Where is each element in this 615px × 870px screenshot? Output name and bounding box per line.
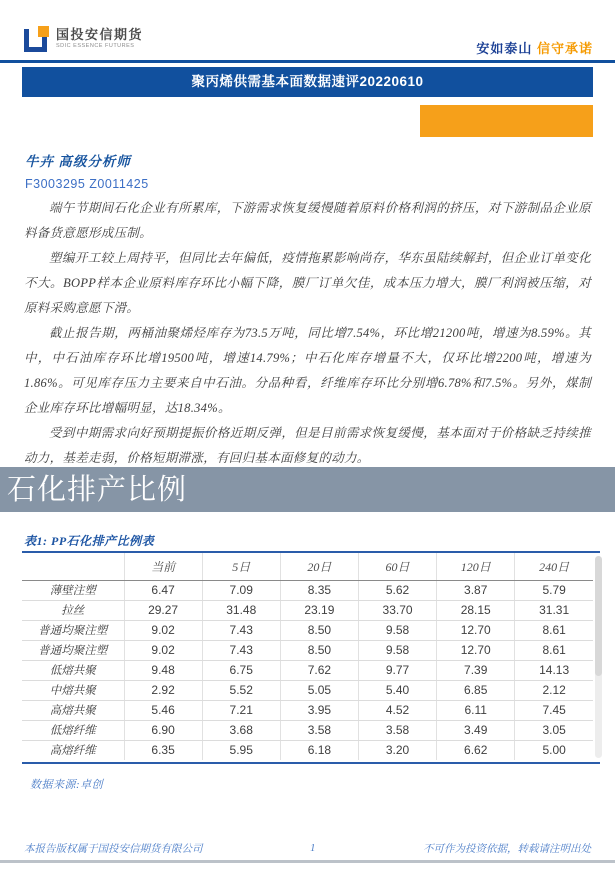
company-logo-icon <box>24 26 49 52</box>
table-cell: 4.52 <box>358 700 436 720</box>
row-label: 中熔共聚 <box>22 680 124 700</box>
row-label: 拉丝 <box>22 600 124 620</box>
table-cell: 28.15 <box>437 600 515 620</box>
table-cell: 31.48 <box>202 600 280 620</box>
table-cell: 7.62 <box>280 660 358 680</box>
slogan-left: 安如泰山 <box>476 41 533 56</box>
orange-accent-block <box>420 105 593 137</box>
table-cell: 9.02 <box>124 620 202 640</box>
brand-name: 国投安信期货 <box>56 27 144 43</box>
row-label: 普通均聚注塑 <box>22 620 124 640</box>
section-header-bar <box>0 467 615 512</box>
slogan-right: 信守承诺 <box>536 41 593 56</box>
table-cell: 31.31 <box>515 600 593 620</box>
table-cell: 6.62 <box>437 740 515 760</box>
table-corner-cell <box>22 553 124 580</box>
table-row <box>22 720 593 740</box>
table-cell: 9.58 <box>358 620 436 640</box>
table-body <box>22 580 593 760</box>
page-footer <box>24 841 591 856</box>
table-cell: 5.40 <box>358 680 436 700</box>
brand-logo <box>24 26 143 52</box>
table-cell: 7.09 <box>202 580 280 600</box>
table-cell: 5.05 <box>280 680 358 700</box>
analyst-license-number: F3003295 Z0011425 <box>25 177 149 191</box>
table-cell: 8.50 <box>280 640 358 660</box>
report-paragraph: 受到中期需求向好预期提振价格近期反弹，但是目前需求恢复缓慢，基本面对于价格缺乏持续推动力，基差走弱，价格短期滞涨，有回归基本面修复的动力。 <box>24 426 591 465</box>
table-cell: 8.35 <box>280 580 358 600</box>
table-column-header: 当前 <box>124 553 202 580</box>
row-label: 高熔共聚 <box>22 700 124 720</box>
table-column-header: 20日 <box>280 553 358 580</box>
table-cell: 29.27 <box>124 600 202 620</box>
table-cell: 6.18 <box>280 740 358 760</box>
report-paragraph: 塑编开工较上周持平，但同比去年偏低，疫情拖累影响尚存，华东虽陆续解封，但企业订单变化不大。BOPP样本企业原料库存环比小幅下降，膜厂订单欠佳，成本压力增大，膜厂利润被压缩，对原料采购意愿下滑。 <box>24 251 591 315</box>
table-cell: 3.49 <box>437 720 515 740</box>
table-cell: 5.79 <box>515 580 593 600</box>
table-cell: 3.58 <box>280 720 358 740</box>
table-row <box>22 600 593 620</box>
table-cell: 5.46 <box>124 700 202 720</box>
table-cell: 6.85 <box>437 680 515 700</box>
table-cell: 8.50 <box>280 620 358 640</box>
pp-ratio-table <box>22 553 593 760</box>
table-cell: 6.35 <box>124 740 202 760</box>
table-cell: 33.70 <box>358 600 436 620</box>
table-row <box>22 580 593 600</box>
table-cell: 3.05 <box>515 720 593 740</box>
footer-copyright: 本报告版权属于国投安信期货有限公司 <box>24 844 203 855</box>
footer-divider <box>0 860 615 863</box>
table-cell: 23.19 <box>280 600 358 620</box>
table-header-row <box>22 553 593 580</box>
brand-subtitle: SDIC ESSENCE FUTURES <box>56 43 135 50</box>
section-title: 石化排产比例 <box>7 474 188 506</box>
table-cell: 3.95 <box>280 700 358 720</box>
table-caption: 表1: PP石化排产比例表 <box>24 534 155 548</box>
table-cell: 3.68 <box>202 720 280 740</box>
table-cell: 5.52 <box>202 680 280 700</box>
analyst-name: 牛卉 高级分析师 <box>25 154 131 169</box>
table-cell: 12.70 <box>437 620 515 640</box>
table-bottom-rule <box>22 762 600 764</box>
table-cell: 9.58 <box>358 640 436 660</box>
table-scrollbar[interactable] <box>595 556 602 758</box>
data-source-note: 数据来源:卓创 <box>30 779 104 791</box>
table-cell: 8.61 <box>515 640 593 660</box>
report-paragraphs <box>24 196 591 471</box>
table-column-header: 120日 <box>437 553 515 580</box>
table-cell: 9.48 <box>124 660 202 680</box>
table-cell: 9.77 <box>358 660 436 680</box>
table-cell: 7.45 <box>515 700 593 720</box>
header-divider <box>0 60 615 63</box>
footer-page-number: 1 <box>310 843 316 854</box>
table-cell: 14.13 <box>515 660 593 680</box>
table-cell: 7.39 <box>437 660 515 680</box>
table-cell: 5.95 <box>202 740 280 760</box>
report-paragraph: 端午节期间石化企业有所累库，下游需求恢复缓慢随着原料价格利润的挤压，对下游制品企业原料备货意愿形成压制。 <box>24 201 591 240</box>
row-label: 低熔共聚 <box>22 660 124 680</box>
table-cell: 7.21 <box>202 700 280 720</box>
table-row <box>22 620 593 640</box>
table-cell: 12.70 <box>437 640 515 660</box>
company-slogan <box>476 38 593 57</box>
table-cell: 5.00 <box>515 740 593 760</box>
row-label: 低熔纤维 <box>22 720 124 740</box>
table-column-header: 240日 <box>515 553 593 580</box>
scrollbar-thumb[interactable] <box>595 556 602 676</box>
table-cell: 6.75 <box>202 660 280 680</box>
footer-disclaimer: 不可作为投资依据，转载请注明出处 <box>423 844 591 855</box>
table-row <box>22 640 593 660</box>
table-cell: 8.61 <box>515 620 593 640</box>
table-cell: 3.58 <box>358 720 436 740</box>
table-row <box>22 680 593 700</box>
table-row <box>22 700 593 720</box>
table-column-header: 60日 <box>358 553 436 580</box>
table-cell: 2.92 <box>124 680 202 700</box>
report-title-bar: 聚丙烯供需基本面数据速评20220610 <box>22 67 593 97</box>
table-cell: 3.20 <box>358 740 436 760</box>
row-label: 高熔纤维 <box>49 745 96 758</box>
table-column-header: 5日 <box>202 553 280 580</box>
table-cell: 7.43 <box>202 620 280 640</box>
table-cell: 7.43 <box>202 640 280 660</box>
table-row <box>22 740 593 760</box>
table-cell: 2.12 <box>515 680 593 700</box>
report-paragraph: 截止报告期，两桶油聚烯烃库存为73.5万吨，同比增7.54%，环比增21200吨，增速为8.59%。其中，中石油库存环比增19500吨，增速14.79%；中石化库存增量不大，仅环比增2200吨，增速为1.86%。可见库存压力主要来自中石油。分品种看，纤维库存环比分别增6.78%和7.5%。另外，煤制企业库存环比增幅明显，达18.34%。 <box>24 326 591 415</box>
analyst-info <box>25 150 149 191</box>
table-cell: 9.02 <box>124 640 202 660</box>
table-row <box>22 660 593 680</box>
row-label: 普通均聚注塑 <box>22 640 124 660</box>
table-cell: 5.62 <box>358 580 436 600</box>
table-cell: 6.11 <box>437 700 515 720</box>
row-label: 薄壁注塑 <box>22 580 124 600</box>
table-cell: 6.90 <box>124 720 202 740</box>
table-cell: 6.47 <box>124 580 202 600</box>
table-cell: 3.87 <box>437 580 515 600</box>
